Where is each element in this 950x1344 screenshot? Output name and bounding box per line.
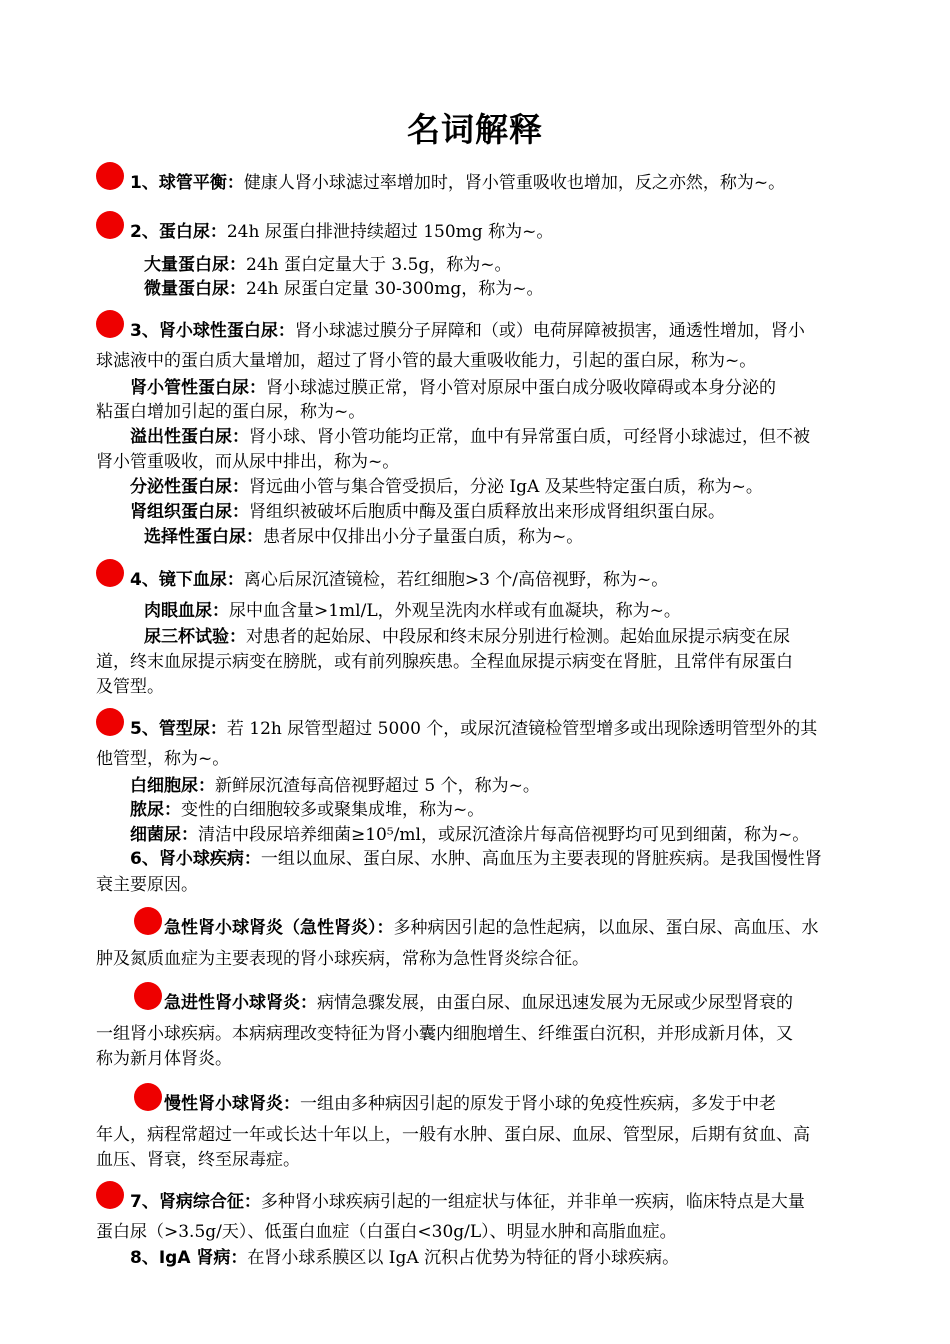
- definition-line: [130, 799, 858, 821]
- definition-line: [164, 917, 858, 939]
- bullet-dot-icon: [134, 907, 162, 935]
- definition-text: 蛋白尿（>3.5g/天）、低蛋白血症（白蛋白<30g/L）、明显水肿和高脂血症。: [96, 1222, 677, 1242]
- definition-line: [130, 501, 858, 523]
- bullet-dot-icon: [96, 559, 124, 587]
- definition-term: 急进性肾小球肾炎：: [164, 993, 317, 1013]
- definition-term: 8、IgA 肾病：: [130, 1248, 248, 1268]
- definition-text: 在肾小球系膜区以 IgA 沉积占优势为特征的肾小球疾病。: [247, 1248, 680, 1268]
- definition-term: 细菌尿：: [130, 825, 198, 845]
- definition-text: 及管型。: [96, 677, 164, 697]
- definition-line: [164, 992, 858, 1014]
- bullet-dot-icon: [134, 1083, 162, 1111]
- definition-text: 肾远曲小管与集合管受损后，分泌 IgA 及某些特定蛋白质，称为~。: [249, 477, 763, 497]
- definition-continuation-line: [96, 451, 858, 473]
- definition-continuation-line: [96, 1221, 858, 1243]
- definition-term: 白细胞尿：: [130, 776, 215, 796]
- definition-text: 健康人肾小球滤过率增加时，肾小管重吸收也增加，反之亦然，称为~。: [243, 173, 786, 193]
- definition-text: 多种病因引起的急性起病，以血尿、蛋白尿、高血压、水: [393, 918, 819, 938]
- definition-text: 衰主要原因。: [96, 875, 198, 895]
- definition-term: 3、肾小球性蛋白尿：: [130, 321, 295, 341]
- definition-term: 2、蛋白尿：: [130, 222, 227, 242]
- definition-text: 多种肾小球疾病引起的一组症状与体征，并非单一疾病，临床特点是大量: [260, 1192, 805, 1212]
- definition-text: 病情急骤发展，由蛋白尿、血尿迅速发展为无尿或少尿型肾衰的: [317, 993, 793, 1013]
- definition-text: 肾小球滤过膜分子屏障和（或）电荷屏障被损害，通透性增加，肾小: [294, 321, 805, 341]
- definition-text: 粘蛋白增加引起的蛋白尿，称为~。: [96, 402, 366, 422]
- definition-term: 肾组织蛋白尿：: [130, 502, 249, 522]
- definition-text: 离心后尿沉渣镜检，若红细胞>3 个/高倍视野，称为~。: [243, 570, 669, 590]
- definition-line: [164, 1093, 858, 1115]
- definition-text: 肿及氮质血症为主要表现的肾小球疾病，常称为急性肾炎综合征。: [96, 949, 589, 969]
- definition-line: [130, 377, 858, 399]
- definition-term: 7、肾病综合征：: [130, 1192, 261, 1212]
- definition-continuation-line: [96, 1149, 858, 1171]
- definition-text: 道，终末血尿提示病变在膀胱，或有前列腺疾患。全程血尿提示病变在肾脏，且常伴有尿蛋白: [96, 652, 793, 672]
- definition-line: [130, 221, 858, 243]
- definition-text: 对患者的起始尿、中段尿和终末尿分别进行检测。起始血尿提示病变在尿: [246, 627, 790, 647]
- definition-term: 大量蛋白尿：: [144, 255, 246, 275]
- definition-text: 新鲜尿沉渣每高倍视野超过 5 个，称为~。: [215, 776, 540, 796]
- definition-continuation-line: [96, 874, 858, 896]
- definition-term: 5、管型尿：: [130, 719, 227, 739]
- definition-text: 清洁中段尿培养细菌≥10⁵/ml，或尿沉渣涂片每高倍视野均可见到细菌，称为~。: [198, 825, 810, 845]
- definition-term: 脓尿：: [130, 800, 181, 820]
- definition-text: 患者尿中仅排出小分子量蛋白质，称为~。: [263, 527, 584, 547]
- bullet-dot-icon: [96, 211, 124, 239]
- definition-line: [130, 476, 858, 498]
- definition-text: 变性的白细胞较多或聚集成堆，称为~。: [181, 800, 485, 820]
- definition-continuation-line: [96, 1124, 858, 1146]
- bullet-dot-icon: [96, 162, 124, 190]
- definition-term: 尿三杯试验：: [144, 627, 246, 647]
- definition-term: 6、肾小球疾病：: [130, 849, 261, 869]
- definition-continuation-line: [96, 748, 858, 770]
- definition-line: [130, 426, 858, 448]
- definition-text: 24h 尿蛋白排泄持续超过 150mg 称为~。: [226, 222, 554, 242]
- bullet-dot-icon: [96, 1181, 124, 1209]
- definition-text: 肾小球、肾小管功能均正常，血中有异常蛋白质，可经肾小球滤过，但不被: [249, 427, 810, 447]
- definition-text: 称为新月体肾炎。: [96, 1049, 232, 1069]
- definition-continuation-line: [96, 350, 858, 372]
- definition-text: 一组肾小球疾病。本病病理改变特征为肾小囊内细胞增生、纤维蛋白沉积，并形成新月体，又: [96, 1024, 793, 1044]
- page-title: 名词解释: [407, 110, 543, 149]
- definition-text: 球滤液中的蛋白质大量增加，超过了肾小管的最大重吸收能力，引起的蛋白尿，称为~。: [96, 351, 757, 371]
- definition-term: 4、镜下血尿：: [130, 570, 244, 590]
- definition-continuation-line: [96, 676, 858, 698]
- definition-text: 尿中血含量>1ml/L，外观呈洗肉水样或有血凝块，称为~。: [229, 601, 681, 621]
- definition-text: 24h 蛋白定量大于 3.5g，称为~。: [246, 255, 512, 275]
- definition-continuation-line: [96, 1023, 858, 1045]
- definition-line: [130, 172, 858, 194]
- definition-continuation-line: [96, 401, 858, 423]
- definition-line: [144, 600, 858, 622]
- definition-line: [130, 320, 858, 342]
- definition-line: [130, 848, 858, 870]
- bullet-dot-icon: [96, 310, 124, 338]
- definition-text: 若 12h 尿管型超过 5000 个，或尿沉渣镜检管型增多或出现除透明管型外的其: [226, 719, 818, 739]
- definition-continuation-line: [96, 1048, 858, 1070]
- definition-line: [130, 1191, 858, 1213]
- definition-term: 肉眼血尿：: [144, 601, 229, 621]
- definition-term: 溢出性蛋白尿：: [130, 427, 249, 447]
- definition-line: [130, 718, 858, 740]
- definition-line: [144, 526, 858, 548]
- definition-line: [130, 824, 858, 846]
- definition-text: 一组由多种病因引起的原发于肾小球的免疫性疾病，多发于中老: [300, 1094, 776, 1114]
- definition-term: 肾小管性蛋白尿：: [130, 378, 266, 398]
- definition-text: 肾小管重吸收，而从尿中排出，称为~。: [96, 452, 400, 472]
- definition-term: 急性肾小球肾炎（急性肾炎）：: [164, 918, 394, 938]
- definition-term: 微量蛋白尿：: [144, 279, 246, 299]
- definition-text: 血压、肾衰，终至尿毒症。: [96, 1150, 300, 1170]
- definition-term: 慢性肾小球肾炎：: [164, 1094, 300, 1114]
- definition-term: 1、球管平衡：: [130, 173, 244, 193]
- definition-text: 肾组织被破坏后胞质中酶及蛋白质释放出来形成肾组织蛋白尿。: [249, 502, 725, 522]
- definition-line: [130, 1247, 858, 1269]
- definition-continuation-line: [96, 651, 858, 673]
- definition-line: [130, 775, 858, 797]
- bullet-dot-icon: [134, 982, 162, 1010]
- definition-text: 肾小球滤过膜正常，肾小管对原尿中蛋白成分吸收障碍或本身分泌的: [266, 378, 776, 398]
- definition-text: 24h 尿蛋白定量 30-300mg，称为~。: [246, 279, 544, 299]
- definition-text: 一组以血尿、蛋白尿、水肿、高血压为主要表现的肾脏疾病。是我国慢性肾: [260, 849, 822, 869]
- definition-continuation-line: [96, 948, 858, 970]
- definition-text: 年人，病程常超过一年或长达十年以上，一般有水肿、蛋白尿、血尿、管型尿，后期有贫血、高: [96, 1125, 810, 1145]
- definition-line: [144, 278, 858, 300]
- bullet-dot-icon: [96, 708, 124, 736]
- definition-text: 他管型，称为~。: [96, 749, 230, 769]
- definition-line: [130, 569, 858, 591]
- definition-line: [144, 254, 858, 276]
- definition-term: 分泌性蛋白尿：: [130, 477, 249, 497]
- definition-line: [144, 626, 858, 648]
- definition-term: 选择性蛋白尿：: [144, 527, 263, 547]
